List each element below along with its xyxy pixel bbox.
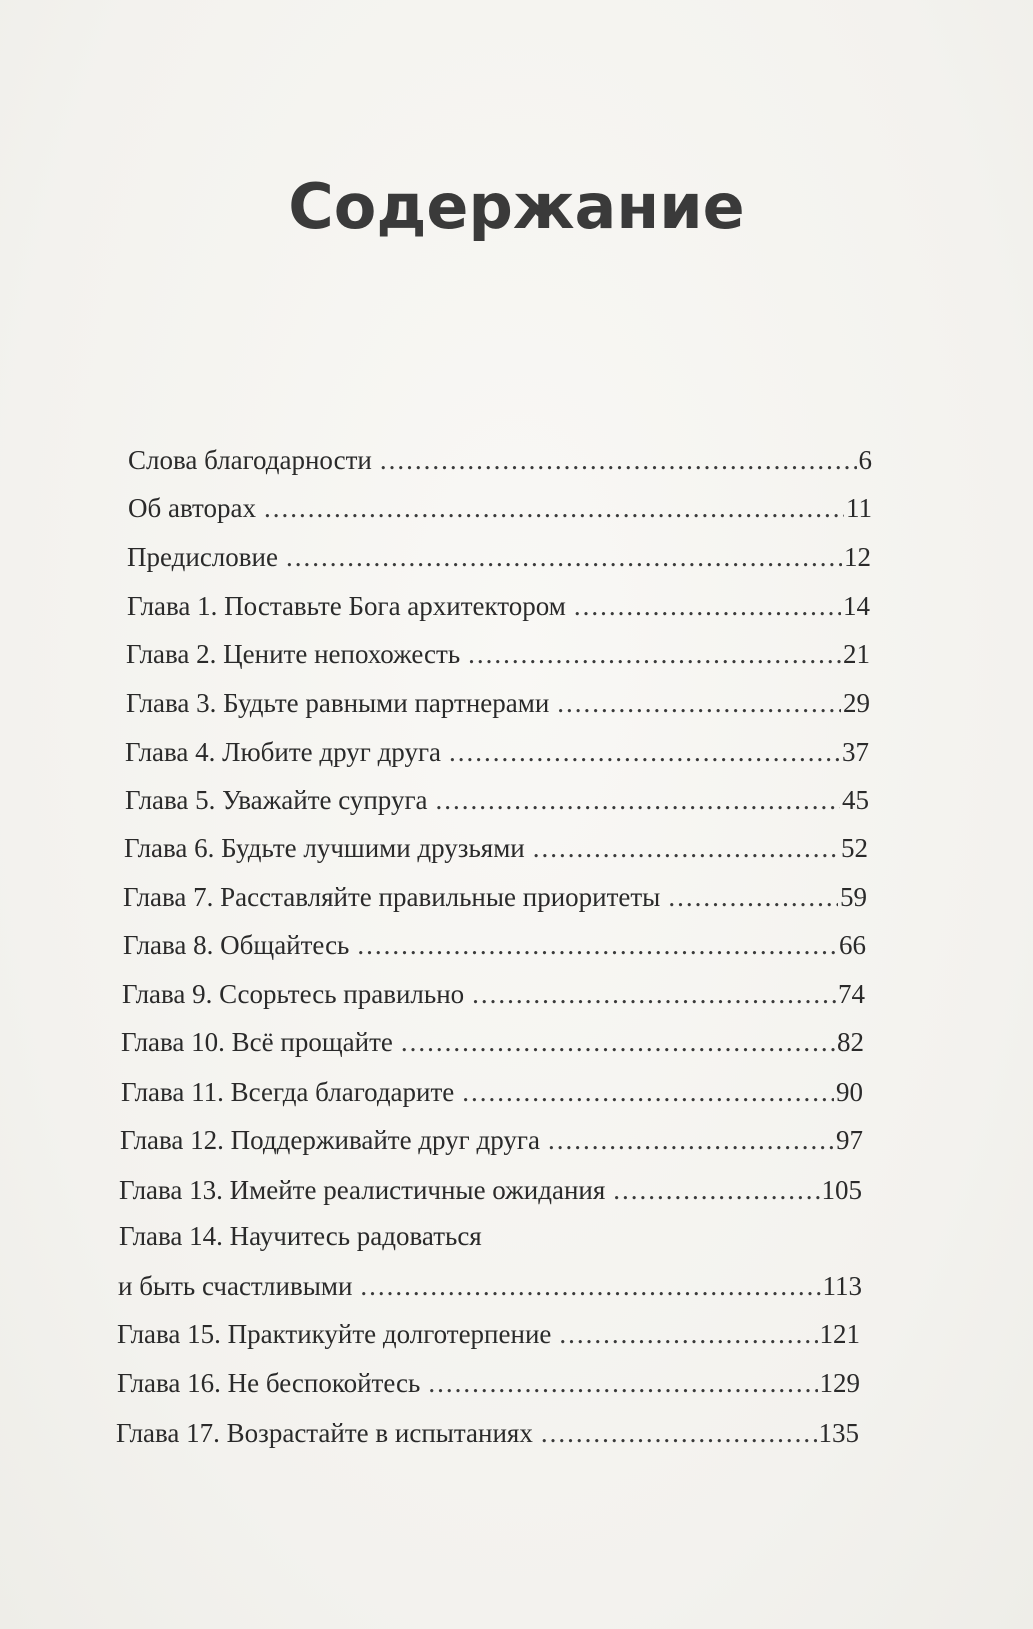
toc-entry — [123, 884, 867, 911]
toc-leader-dots — [428, 1370, 817, 1397]
toc-leader-dots — [613, 1177, 819, 1204]
toc-leader-dots — [541, 1420, 817, 1447]
toc-entry-page: 66 — [839, 930, 866, 960]
toc-entry — [128, 495, 872, 522]
toc-entry — [117, 1321, 860, 1348]
toc-entry-label: Об авторах — [128, 493, 256, 523]
toc-leader-dots — [548, 1127, 834, 1154]
toc-entry-page: 74 — [838, 979, 865, 1009]
toc-entry — [126, 690, 870, 717]
toc-entry-label: Глава 6. Будьте лучшими друзьями — [124, 833, 525, 863]
toc-entry-page: 12 — [844, 542, 871, 572]
toc-leader-dots — [449, 739, 840, 766]
toc-entry-page: 37 — [842, 737, 869, 767]
toc-entry — [120, 1127, 863, 1154]
toc-entry — [127, 593, 870, 620]
toc-entry — [121, 1029, 864, 1056]
toc-entry-label: Глава 4. Любите друг друга — [125, 737, 442, 767]
toc-entry-page: 29 — [843, 688, 870, 718]
toc-leader-dots — [436, 787, 840, 814]
page-title: Содержание — [288, 170, 745, 243]
toc-entry-page: 82 — [837, 1027, 864, 1057]
toc-entry-label: Глава 3. Будьте равными партнерами — [126, 688, 550, 718]
toc-entry-label: Глава 1. Поставьте Бога архитектором — [127, 591, 566, 621]
toc-leader-dots — [357, 932, 837, 959]
toc-entry-page: 113 — [822, 1271, 862, 1301]
toc-entry-label: Слова благодарности — [128, 445, 372, 475]
toc-entry — [121, 1079, 863, 1106]
toc-leader-dots — [468, 641, 841, 668]
toc-entry-page: 121 — [819, 1319, 860, 1349]
toc-entry-label: Глава 10. Всё прощайте — [121, 1027, 393, 1057]
toc-leader-dots — [401, 1029, 835, 1056]
toc-entry-page: 6 — [858, 445, 872, 475]
toc-leader-dots — [360, 1273, 820, 1300]
toc-entry-label: Глава 15. Практикуйте долготерпение — [117, 1319, 552, 1349]
toc-entry-label: и быть счастливыми — [118, 1271, 353, 1301]
toc-entry-page: 97 — [836, 1125, 863, 1155]
toc-entry-page: 129 — [819, 1368, 860, 1398]
toc-entry — [123, 932, 866, 959]
toc-leader-dots — [264, 495, 844, 522]
toc-leader-dots — [574, 593, 841, 620]
toc-entry — [118, 1273, 862, 1300]
toc-leader-dots — [559, 1321, 817, 1348]
toc-entry-label: Предисловие — [127, 542, 278, 572]
toc-entry-label: Глава 2. Цените непохожесть — [126, 639, 461, 669]
toc-entry-label: Глава 17. Возрастайте в испытаниях — [116, 1418, 533, 1448]
toc-leader-dots — [462, 1079, 834, 1106]
toc-entry-page: 21 — [843, 639, 870, 669]
toc-entry-page: 59 — [840, 882, 867, 912]
toc-leader-dots — [668, 884, 838, 911]
toc-entry-label: Глава 13. Имейте реалистичные ожидания — [119, 1175, 606, 1205]
toc-entry-label: Глава 8. Общайтесь — [123, 930, 350, 960]
toc-leader-dots — [533, 835, 839, 862]
toc-entry — [122, 981, 865, 1008]
toc-entry — [128, 447, 872, 474]
toc-entry — [116, 1420, 859, 1447]
toc-entry-page: 11 — [846, 493, 872, 523]
toc-entry-label: Глава 5. Уважайте супруга — [125, 785, 428, 815]
toc-entry — [126, 641, 870, 668]
toc-entry — [119, 1177, 862, 1204]
toc-entry-page: 90 — [836, 1077, 863, 1107]
toc-entry-label: Глава 16. Не беспокойтесь — [117, 1368, 421, 1398]
toc-entry-page: 52 — [841, 833, 868, 863]
toc-entry-page: 45 — [842, 785, 869, 815]
toc-entry — [125, 787, 869, 814]
toc-entry — [127, 544, 871, 571]
toc-entry-label: Глава 12. Поддерживайте друг друга — [120, 1125, 540, 1155]
toc-entry-page: 135 — [818, 1418, 859, 1448]
toc-entry-page: 14 — [843, 591, 870, 621]
toc-leader-dots — [557, 690, 841, 717]
toc-leader-dots — [380, 447, 857, 474]
toc-entry-label: Глава 9. Ссорьтесь правильно — [122, 979, 465, 1009]
toc-entry-page: 105 — [821, 1175, 862, 1205]
toc-leader-dots — [286, 544, 842, 571]
toc-entry-label: Глава 11. Всегда благодарите — [121, 1077, 455, 1107]
toc-entry — [117, 1370, 860, 1397]
toc-entry-label-first-line: Глава 14. Научитесь радоваться — [119, 1221, 482, 1251]
toc-entry — [124, 835, 868, 862]
toc-entry-label: Глава 7. Расставляйте правильные приоритеты — [123, 882, 661, 912]
toc-entry — [125, 739, 869, 766]
toc-leader-dots — [472, 981, 836, 1008]
